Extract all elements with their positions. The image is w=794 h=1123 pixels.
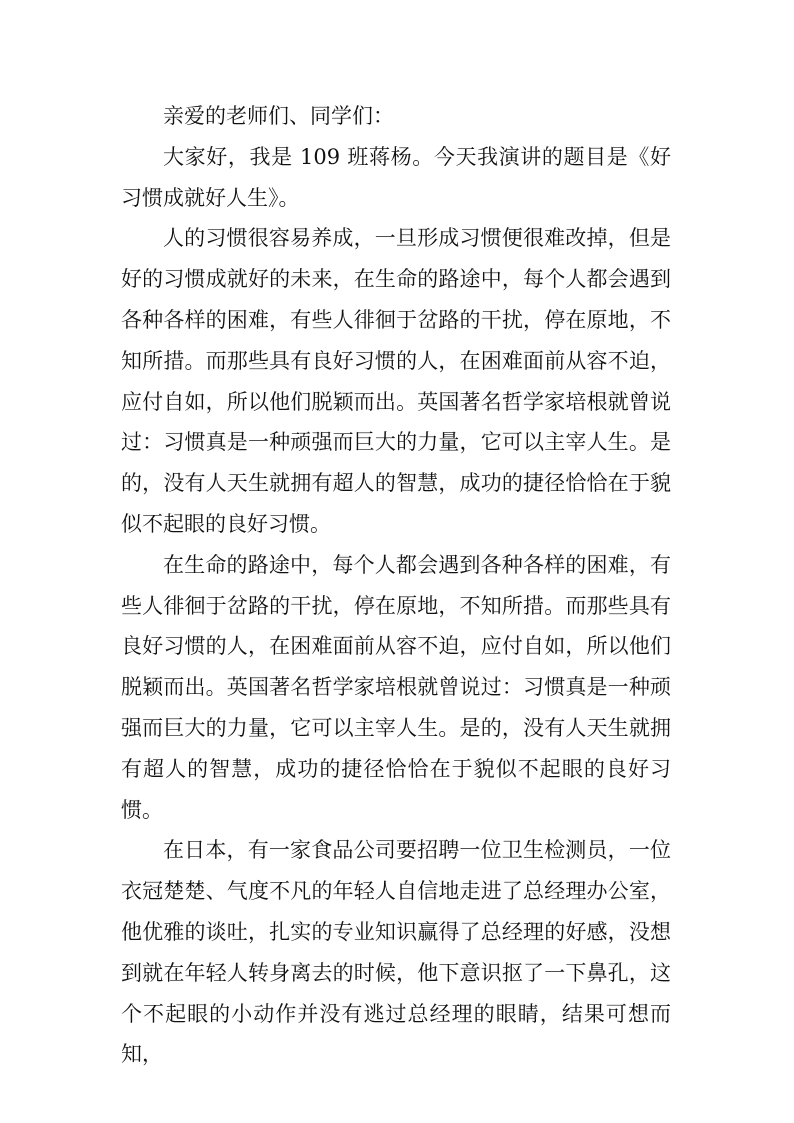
paragraph-greeting: 大家好，我是 109 班蒋杨。今天我演讲的题目是《好习惯成就好人生》。 [121,144,671,210]
paragraph-habits: 人的习惯很容易养成，一旦形成习惯便很难改掉，但是好的习惯成就好的未来，在生命的路途中，每个人都会遇到各种各样的困难，有些人徘徊于岔路的干扰，停在原地，不知所措。而那些具有良好习惯的人，在困难面前从容不迫，应付自如，所以他们脱颖而出。英国著名哲学家培根就曾说过：习惯真是一种顽强而巨大的力量，它可以主宰人生。是的，没有人天生就拥有超人的智慧，成功的捷径恰恰在于貌似不起眼的良好习惯。 [121,226,671,536]
document-page [121,96,671,1075]
salutation: 亲爱的老师们、同学们： [163,104,394,128]
paragraph-japan-story: 在日本，有一家食品公司要招聘一位卫生检测员，一位衣冠楚楚、气度不凡的年轻人自信地走进了总经理办公室，他优雅的谈吐，扎实的专业知识赢得了总经理的好感，没想到就在年轻人转身离去的时候，他下意识抠了一下鼻孔，这个不起眼的小动作并没有逃过总经理的眼睛，结果可想而知， [121,838,671,1067]
paragraph-life-path: 在生命的路途中，每个人都会遇到各种各样的困难，有些人徘徊于岔路的干扰，停在原地，不知所措。而那些具有良好习惯的人，在困难面前从容不迫，应付自如，所以他们脱颖而出。英国著名哲学家培根就曾说过：习惯真是一种顽强而巨大的力量，它可以主宰人生。是的，没有人天生就拥有超人的智慧，成功的捷径恰恰在于貌似不起眼的良好习惯。 [121,552,671,822]
